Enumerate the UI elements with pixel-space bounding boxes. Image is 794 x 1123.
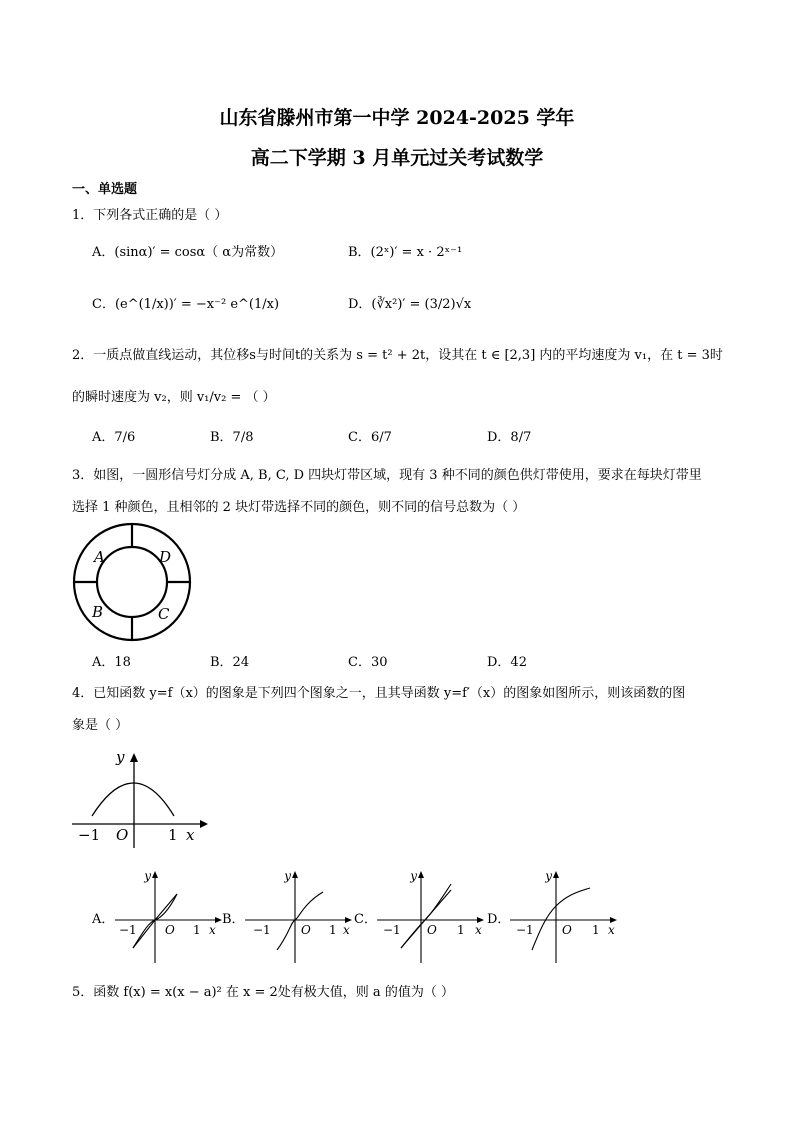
- q1-option-c: C．(e^(1/x))′ = −x⁻² e^(1/x): [92, 297, 280, 312]
- q4-line-2: 象是（ ）: [72, 718, 129, 733]
- q2-option-d: D．8/7: [487, 430, 532, 445]
- region-b-label: B: [92, 603, 104, 621]
- q3-line-1: 3．如图，一圆形信号灯分成 A, B, C, D 四块灯带区域，现有 3 种不同的颜色供灯带使用，要求在每块灯带里: [72, 468, 702, 483]
- svg-text:1: 1: [592, 923, 600, 937]
- svg-text:O: O: [301, 923, 311, 937]
- svg-text:−1: −1: [516, 923, 534, 937]
- svg-text:O: O: [562, 923, 572, 937]
- origin-label: O: [116, 826, 129, 844]
- svg-text:−1: −1: [383, 923, 401, 937]
- q4-option-b-label: B．: [222, 912, 245, 927]
- q2-option-c: C．6/7: [348, 430, 392, 445]
- q1-option-b: B．(2ˣ)′ = x · 2ˣ⁻¹: [348, 245, 463, 260]
- x-label: x: [186, 826, 195, 844]
- q1-stem: 1．下列各式正确的是（ ）: [72, 208, 228, 223]
- q3-option-c: C．30: [348, 655, 388, 670]
- region-a-label: A: [94, 548, 105, 566]
- svg-text:1: 1: [457, 923, 465, 937]
- y-label: y: [116, 748, 125, 766]
- svg-text:1: 1: [329, 923, 337, 937]
- y-arrow: [130, 753, 138, 762]
- svg-text:y: y: [410, 869, 417, 883]
- derivative-curve: [92, 783, 174, 816]
- q4-option-d-label: D．: [487, 912, 511, 927]
- q1-option-d: D．(∛x²)′ = (3/2)√x: [348, 297, 472, 312]
- region-d-label: D: [159, 548, 172, 566]
- q4-option-a-label: A．: [92, 912, 115, 927]
- title-line-2: 高二下学期 3 月单元过关考试数学: [250, 147, 544, 169]
- title-line-1: 山东省滕州市第一中学 2024-2025 学年: [219, 107, 575, 129]
- pos-one-label: 1: [168, 826, 178, 844]
- q1-option-a: A．(sinα)′ = cosα（ α为常数）: [92, 245, 284, 260]
- svg-text:x: x: [475, 923, 482, 937]
- svg-text:x: x: [343, 923, 350, 937]
- svg-text:O: O: [427, 923, 437, 937]
- inner-circle: [97, 547, 167, 617]
- svg-text:1: 1: [193, 923, 201, 937]
- q2-line-2: 的瞬时速度为 v₂，则 v₁/v₂ = （ ）: [72, 390, 276, 405]
- neg-one-label: −1: [78, 826, 101, 844]
- svg-text:−1: −1: [119, 923, 137, 937]
- q4-option-c-graph: [377, 868, 487, 963]
- svg-text:y: y: [545, 869, 552, 883]
- q3-option-b: B．24: [210, 655, 250, 670]
- q4-option-d-graph: [510, 868, 620, 963]
- q4-option-a-graph: [115, 868, 225, 963]
- q5-line-1: 5．函数 f(x) = x(x − a)² 在 x = 2处有极大值，则 a 的值为（ ）: [72, 985, 454, 1000]
- svg-text:−1: −1: [253, 923, 271, 937]
- q3-ring-figure: [72, 522, 192, 642]
- section-heading: 一、单选题: [72, 182, 138, 197]
- q3-line-2: 选择 1 种颜色，且相邻的 2 块灯带选择不同的颜色，则不同的信号总数为（ ）: [72, 500, 526, 515]
- q2-option-b: B．7/8: [210, 430, 254, 445]
- q4-line-1: 4．已知函数 y=f（x）的图象是下列四个图象之一，且其导函数 y=f′（x）的图象如图所示，则该函数的图: [72, 686, 686, 701]
- q4-derivative-graph: [72, 748, 212, 848]
- x-arrow: [200, 820, 208, 828]
- q4-option-b-graph: [245, 868, 355, 963]
- q3-option-a: A．18: [92, 655, 131, 670]
- svg-text:O: O: [165, 923, 175, 937]
- region-c-label: C: [158, 605, 170, 623]
- svg-text:x: x: [209, 923, 216, 937]
- q2-line-1: 2．一质点做直线运动，其位移s与时间t的关系为 s = t² + 2t，设其在 t ∈ [2,3] 内的平均速度为 v₁，在 t = 3时: [72, 348, 723, 363]
- q3-option-d: D．42: [487, 655, 527, 670]
- svg-text:y: y: [144, 869, 151, 883]
- q2-option-a: A．7/6: [92, 430, 136, 445]
- svg-text:y: y: [284, 869, 291, 883]
- q4-option-c-label: C．: [354, 912, 377, 927]
- svg-text:x: x: [608, 923, 615, 937]
